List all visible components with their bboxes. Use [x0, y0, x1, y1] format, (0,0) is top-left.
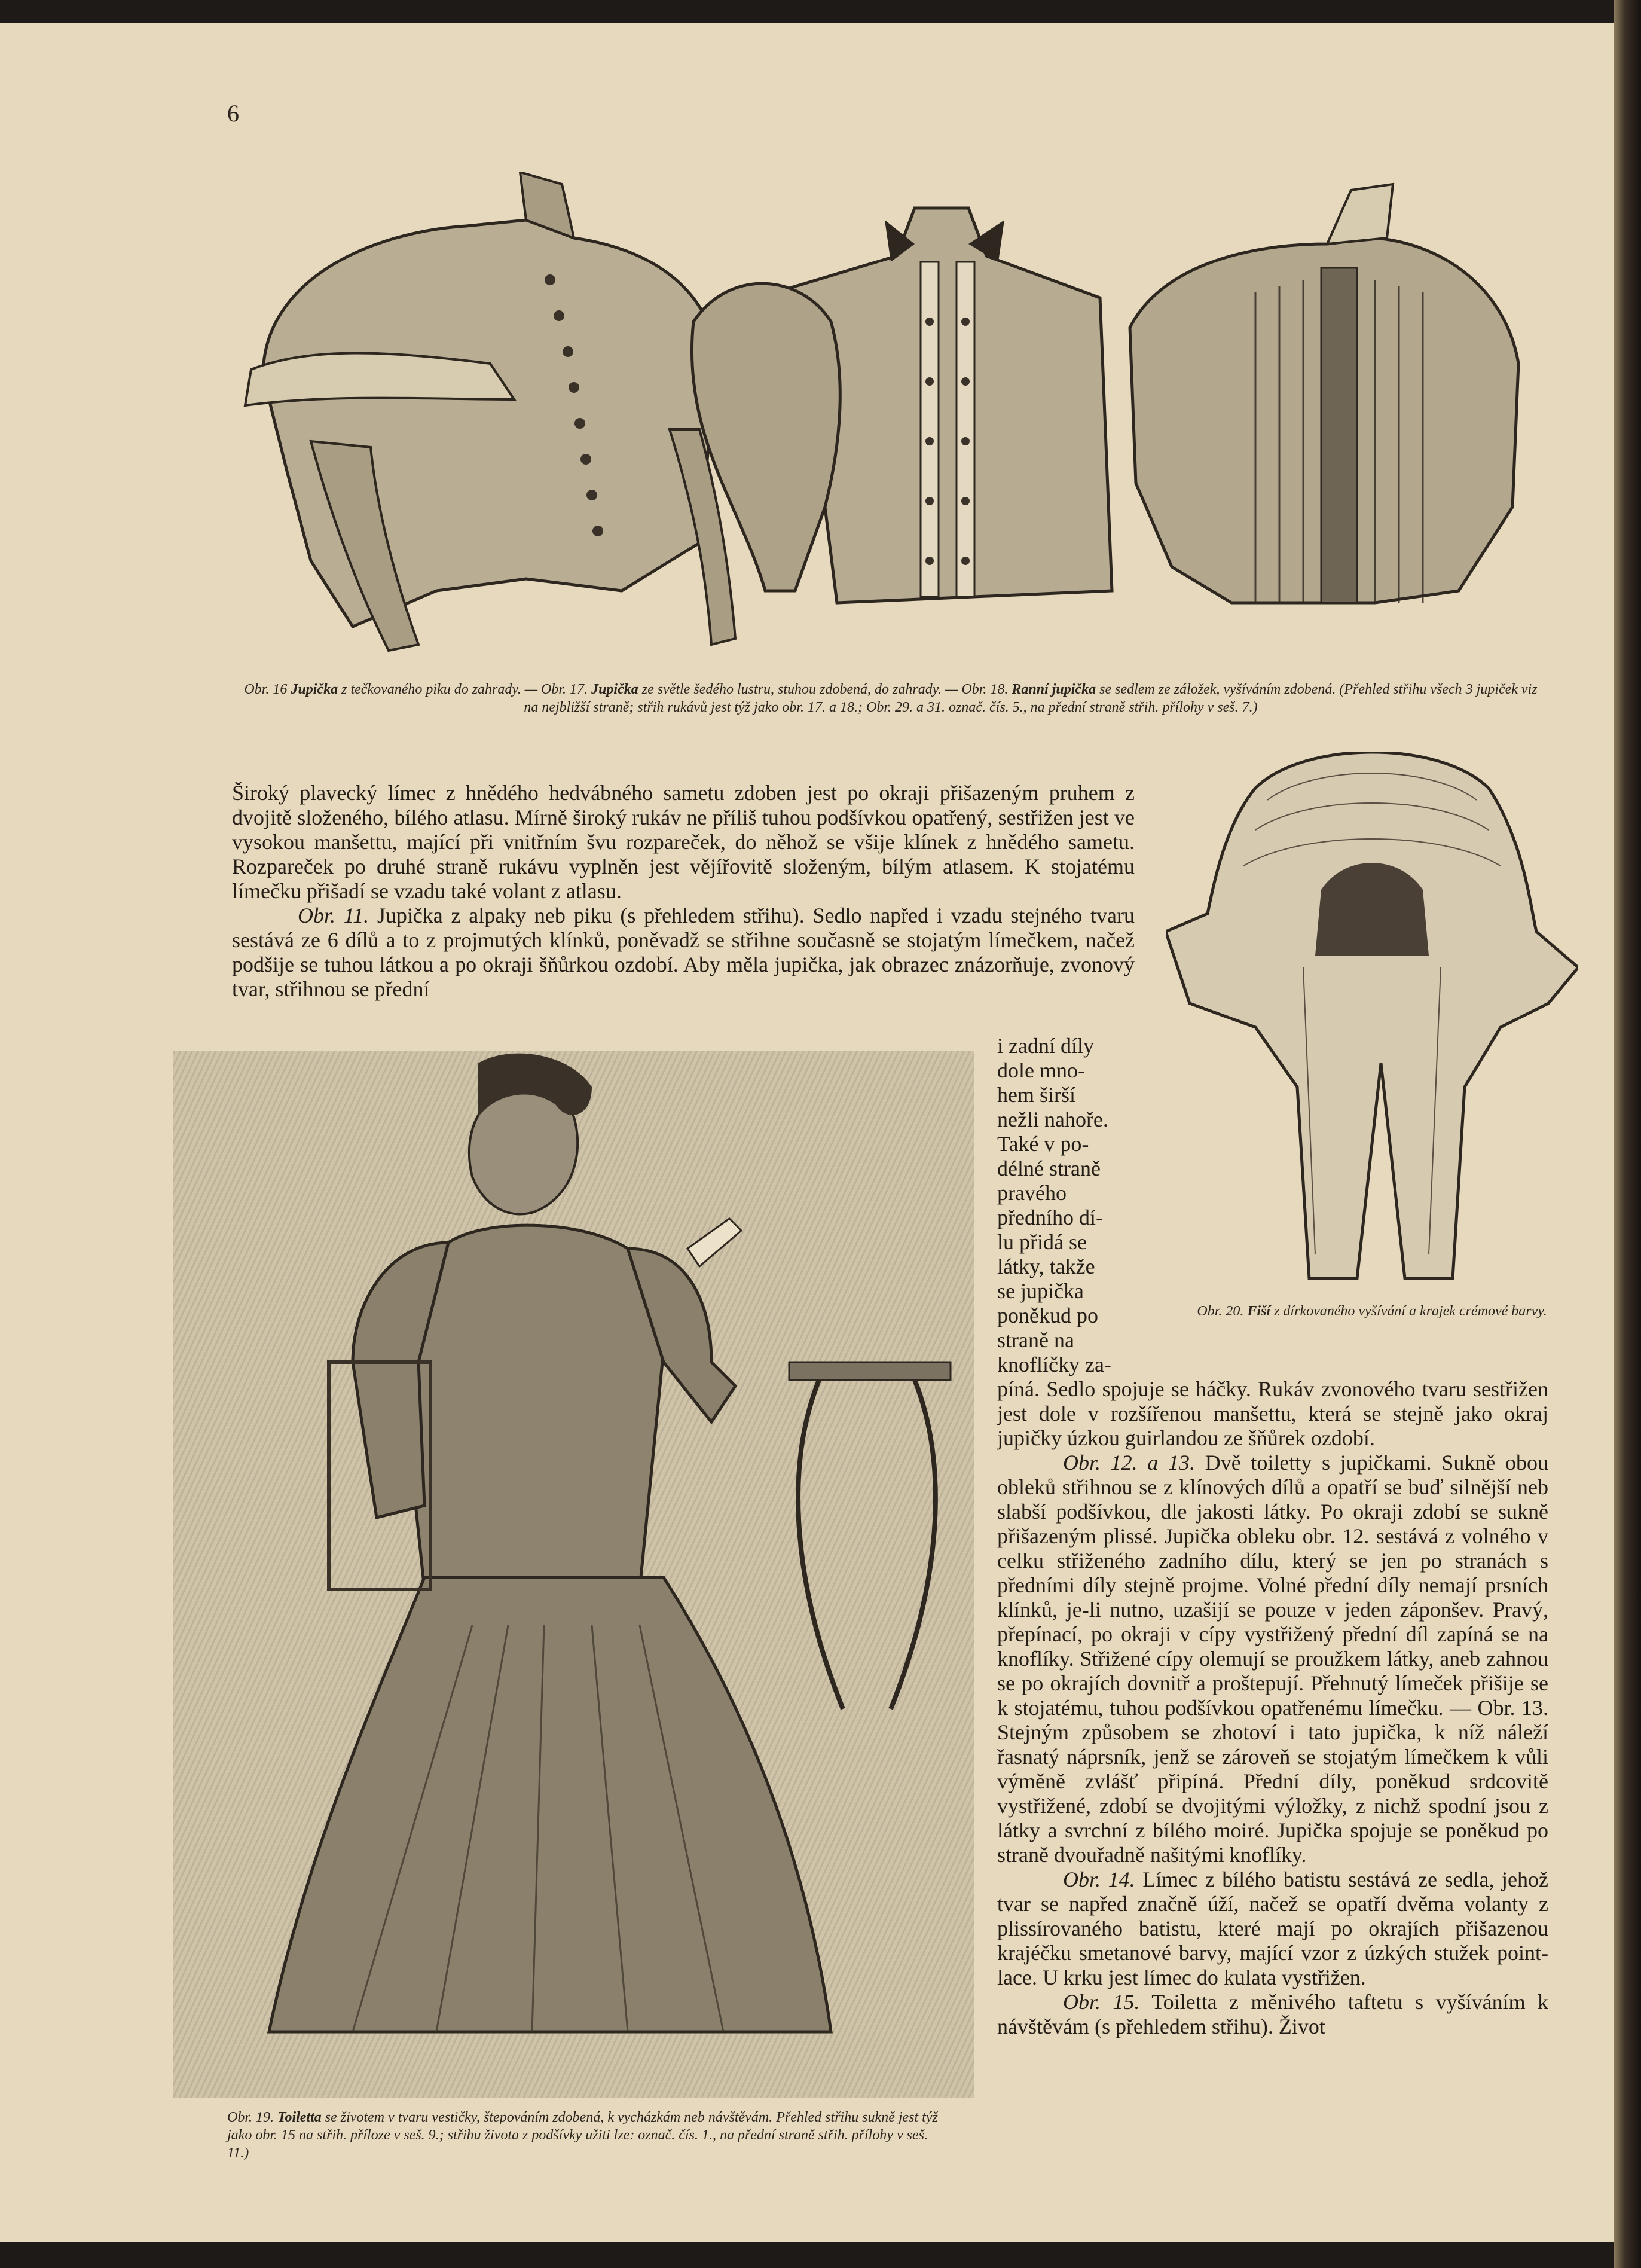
narrow-line-9: lu přidá se [997, 1230, 1087, 1254]
caption-text-16: z tečkovaného piku do zahrady. — [341, 682, 538, 697]
paragraph-obr-12-13 [997, 1451, 1548, 1867]
narrow-line-3: hem širší [997, 1083, 1075, 1107]
caption-ref-18: Obr. 18. [961, 682, 1009, 697]
narrow-line-1: i zadní díly [997, 1034, 1094, 1058]
caption-ref-16: Obr. 16 [244, 682, 288, 697]
narrow-line-5: Také v po- [997, 1132, 1089, 1156]
paragraph-obr-15-ref: Obr. 15. [1063, 1990, 1140, 2014]
jacket-16-drawing [245, 172, 735, 651]
collar-caption-text: z dírkovaného vyšívání a krajek crémové barvy. [1274, 1304, 1547, 1319]
paragraph-obr-11-text: Jupička z alpaky neb piku (s přehledem střihu). Sedlo napřed i vzadu stejného tvaru sestává ze 6 dílů a to z projmutých klínků, poněvadž se střihne současně se stojatým límečkem, načež podšije se tuhou látkou a po okraji šňůrkou ozdobí. Aby měla jupička, jak obrazec znázorňuje, zvonový tvar, střihnou se přední [232, 903, 1135, 1001]
narrow-line-13: straně na [997, 1328, 1074, 1352]
toiletta-caption-ref: Obr. 19. [227, 2110, 274, 2125]
paragraph-obr-15 [997, 1990, 1548, 2039]
figure-collar-plate [1166, 752, 1578, 1302]
toiletta-caption [227, 2108, 945, 2162]
collar-caption [1166, 1302, 1578, 1320]
narrow-line-2: dole mno- [997, 1058, 1085, 1082]
paragraph-obr-14 [997, 1867, 1548, 1990]
paragraph-collar-sleeve: Široký plavecký límec z hnědého hedvábného sametu zdoben jest po okraji přišazeným pruhem z dvojitě složeného, bílého atlasu. Mírně široký rukáv ne příliš tuhou podšívkou opatřený, sestřižen jest ve vysokou manšettu, mající při vnitřním švu rozpareček, do něhož se všije klínek z hnědého sametu. Rozpareček po druhé straně rukávu vyplněn jest vějířovitě složeným, bílým atlasem. K stojatému límečku přišadí se vzadu také volant z atlasu. [232, 781, 1135, 903]
jackets-caption [239, 680, 1542, 716]
paragraph-obr-14-text: Límec z bílého batistu sestává ze sedla, jehož tvar se napřed značně úží, načež se opatří dvěma volanty z plissírovaného batistu, které mají po okrajích přišazenou krajéčku smetanové barvy, mající vzor z úzkých stužek point-lace. U krku jest límec do kulata vystřižen. [997, 1867, 1549, 1989]
toiletta-illustration [173, 1051, 974, 2098]
paragraph-obr-11 [232, 903, 1135, 1002]
jackets-illustration [239, 172, 1542, 663]
narrow-line-14: knoflíčky za- [997, 1353, 1111, 1376]
jacket-17-drawing [692, 208, 1112, 603]
paragraph-obr-15-text: Toiletta z měnivého taftetu s vyšíváním k návštěvám (s přehledem střihu). Život [997, 1990, 1548, 2038]
jacket-18-drawing [1130, 184, 1518, 603]
page-number: 6 [227, 100, 239, 127]
narrow-line-6: délné straně [997, 1156, 1101, 1180]
narrow-line-12: poněkud po [997, 1304, 1098, 1327]
narrow-line-8: předního dí- [997, 1205, 1103, 1229]
figure-toiletta-plate [173, 1051, 974, 2098]
caption-title-16: Jupička [291, 682, 338, 697]
narrow-line-7: pravého [997, 1181, 1067, 1205]
page [0, 23, 1614, 2242]
paragraph-obr-12-13-text: Dvě toiletty s jupičkami. Sukně obou obleků střihnou se z klínových dílů a opatří se buď silnější neb slabší podšívkou, dle jakosti látky. Po okraji zdobí se sukně přišazeným plissé. Jupička obleku obr. 12. sestává z volného v celku střiženého zadního dílu, který se jen po stranách s předními díly stejně projme. Volné přední díly nemají prsních klínků, je-li nutno, uzašijí se pouze v jeden záponšev. Pravý, přepínací, po okraji v cípy vystřižený přední díl zapíná se na knoflíky. Střižené cípy olemují se proužkem látky, aneb zahnou se po okrajích dovnitř a proštepují. Přehnutý límeček přišije se k stojatému, tuhou podšívkou opatřenému límečku. — Obr. 13. Stejným způsobem se zhotoví i tato jupička, k níž náleží řasnatý náprsník, jenž se zároveň se stojatým límečkem k vůli výměně zvlášť připíná. Přední díly, poněkud srdcovitě vystřižené, zdobí se dvojitými výložky, z nichž spodní jsou z látky a svrchní z bílého moiré. Jupička spojuje se poněkud po straně dvouřadně našitými knoflíky. [997, 1451, 1548, 1867]
caption-title-17: Jupička [591, 682, 638, 697]
paragraph-obr-12-13-ref: Obr. 12. a 13. [1063, 1451, 1196, 1475]
body-text-right-column [997, 1377, 1548, 2039]
paragraph-obr-11-ref: Obr. 11. [298, 903, 369, 927]
caption-title-18: Ranní jupička [1012, 682, 1096, 697]
caption-ref-17: Obr. 17. [541, 682, 588, 697]
caption-text-17: ze světle šedého lustru, stuhou zdobená, do zahrady. — [641, 682, 958, 697]
narrow-line-4: nežli nahoře. [997, 1107, 1108, 1131]
paragraph-obr-14-ref: Obr. 14. [1063, 1867, 1135, 1891]
collar-caption-ref: Obr. 20. [1197, 1304, 1244, 1319]
narrow-line-11: se jupička [997, 1279, 1084, 1303]
figure-jackets-plate [239, 172, 1542, 663]
toiletta-caption-title: Toiletta [277, 2110, 322, 2125]
toiletta-caption-text: se životem v tvaru vestičky, štepováním zdobená, k vycházkám neb návštěvám. Přehled střihu sukně jest týž jako obr. 15 na střih. příloze v seš. 9.; střihu života z podšívky užiti lze: označ. čís. 1., na přední straně střih. přílohy v seš. 11.) [227, 2110, 938, 2161]
book-gutter [1614, 0, 1641, 2268]
narrow-line-10: látky, takže [997, 1254, 1095, 1278]
caption-text-18: se sedlem ze záložek, vyšíváním zdobená. (Přehled střihu všech 3 jupiček viz na nejbližší straně; střih rukávů jest týž jako obr. 17. a 18.; Obr. 29. a 31. označ. čís. 5., na přední straně střih. přílohy v seš. 7.) [524, 682, 1538, 715]
body-text-narrow-column [997, 1034, 1148, 1377]
collar-illustration [1166, 752, 1578, 1302]
collar-caption-title: Fiší [1247, 1304, 1271, 1319]
paragraph-obr-11-continued: píná. Sedlo spojuje se háčky. Rukáv zvonového tvaru sestřižen jest dole v rozšířenou manšettu, která se stejně jako okraj jupičky úzkou guirlandou ze šňůrek ozdobí. [997, 1377, 1548, 1450]
body-text-upper [232, 781, 1135, 1002]
